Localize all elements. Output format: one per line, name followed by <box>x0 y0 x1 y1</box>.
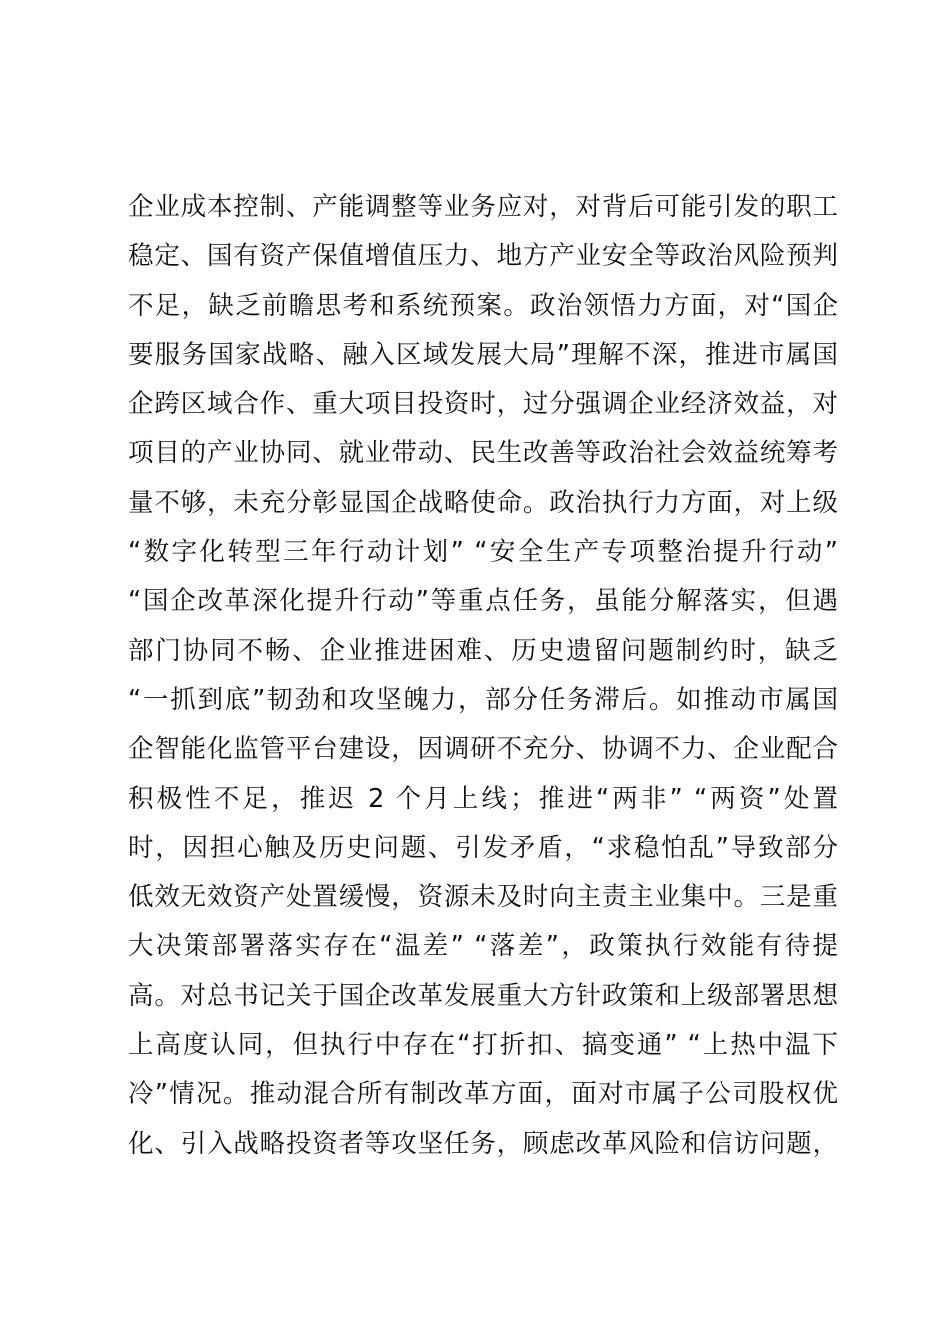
text-line: “数字化转型三年行动计划” “安全生产专项整治提升行动” <box>128 537 838 568</box>
text-line: 项目的产业协同、就业带动、民生改善等政治社会效益统筹考 <box>128 438 838 469</box>
text-line: 量不够，未充分彰显国企战略使命。政治执行力方面，对上级 <box>128 487 838 518</box>
text-line: 上高度认同，但执行中存在“打折扣、搞变通” “上热中温下 <box>128 1030 838 1061</box>
text-line: “一抓到底”韧劲和攻坚魄力，部分任务滞后。如推动市属国 <box>128 684 838 715</box>
text-line: 稳定、国有资产保值增值压力、地方产业安全等政治风险预判 <box>128 241 838 272</box>
text-line: 要服务国家战略、融入区域发展大局”理解不深，推进市属国 <box>128 339 838 370</box>
text-line: “国企改革深化提升行动”等重点任务，虽能分解落实，但遇 <box>128 586 838 617</box>
text-line: 企智能化监管平台建设，因调研不充分、协调不力、企业配合 <box>128 734 838 765</box>
text-line: 企业成本控制、产能调整等业务应对，对背后可能引发的职工 <box>128 192 838 222</box>
text-line: 高。对总书记关于国企改革发展重大方针政策和上级部署思想 <box>128 980 838 1011</box>
text-line: 化、引入战略投资者等攻坚任务，顾虑改革风险和信访问题， <box>128 1128 838 1159</box>
text-line: 低效无效资产处置缓慢，资源未及时向主责主业集中。三是重 <box>128 882 838 913</box>
body-paragraph <box>128 184 838 1170</box>
text-line: 不足，缺乏前瞻思考和系统预案。政治领悟力方面，对“国企 <box>128 290 838 321</box>
text-line: 企跨区域合作、重大项目投资时，过分强调企业经济效益，对 <box>128 389 838 420</box>
text-line: 冷”情况。推动混合所有制改革方面，面对市属子公司股权优 <box>128 1079 838 1110</box>
text-line: 时，因担心触及历史问题、引发矛盾，“求稳怕乱”导致部分 <box>128 832 838 863</box>
text-line: 部门协同不畅、企业推进困难、历史遗留问题制约时，缺乏 <box>128 635 838 666</box>
text-line: 积极性不足，推迟 2 个月上线；推进“两非” “两资”处置 <box>128 783 838 814</box>
text-line: 大决策部署落实存在“温差” “落差”，政策执行效能有待提 <box>128 931 838 962</box>
